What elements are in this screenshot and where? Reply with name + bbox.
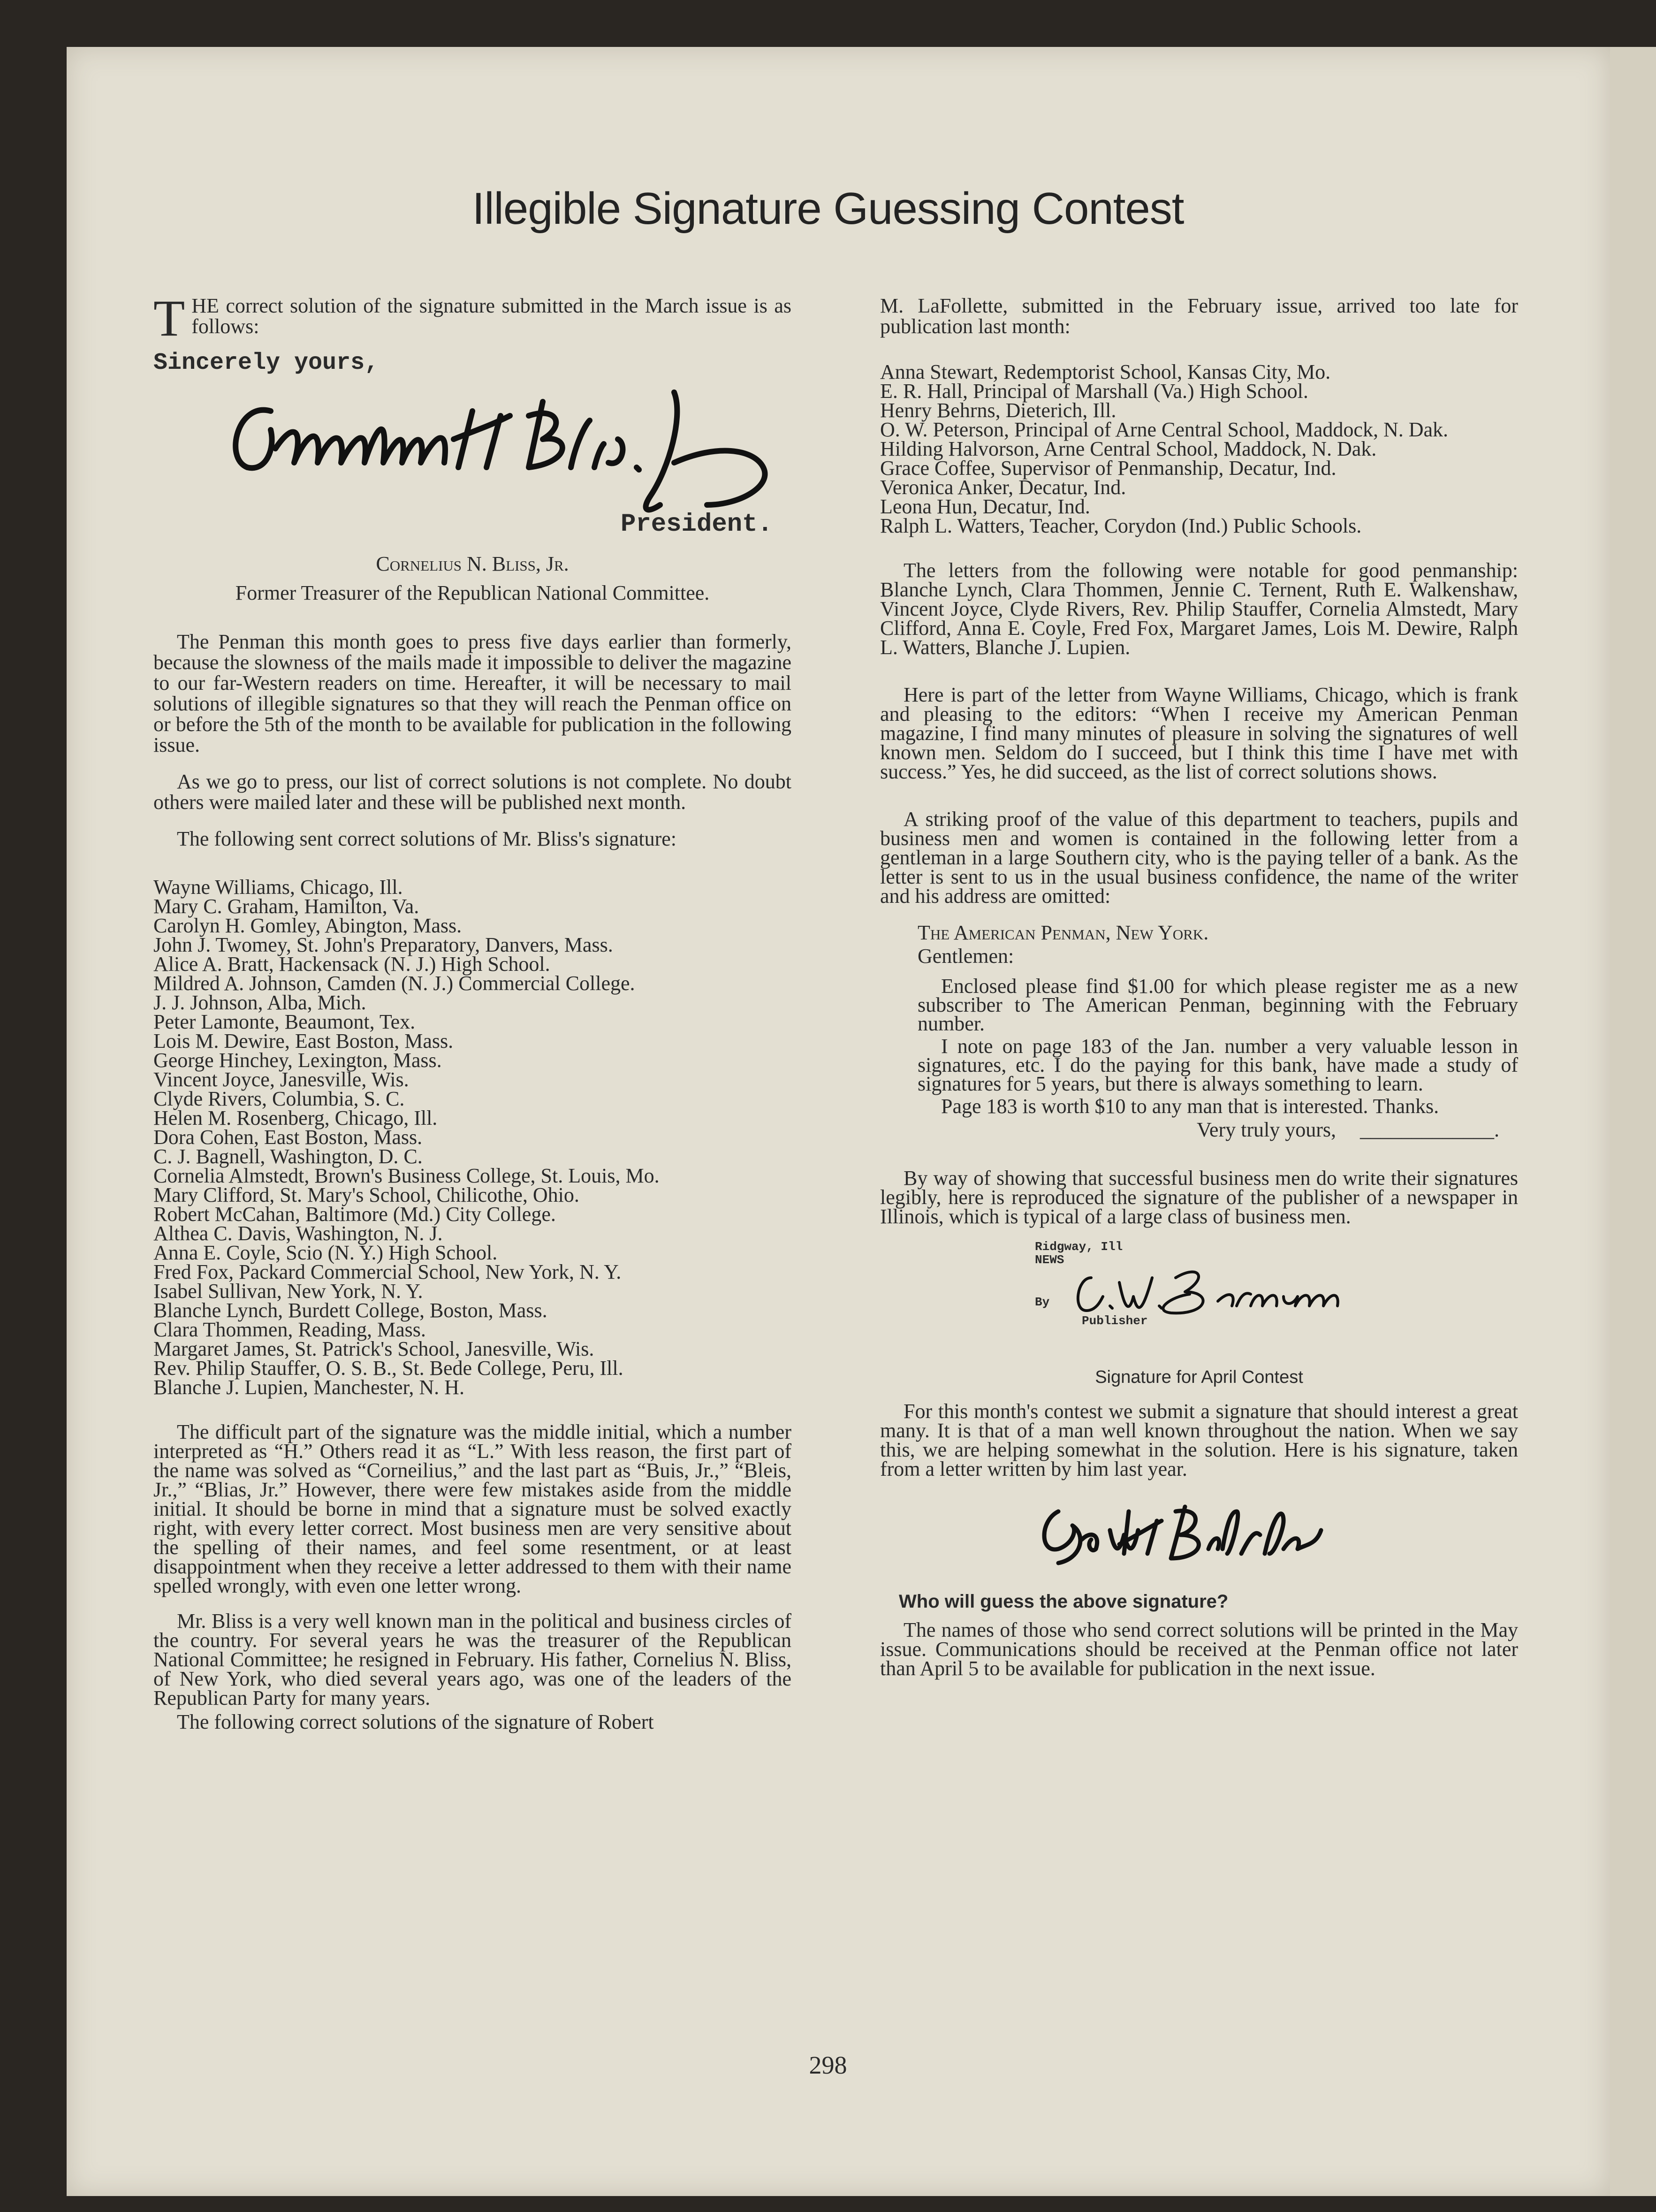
letter-paragraph: I note on page 183 of the Jan. number a very valuable lesson in signatures, etc. I do the paying for this bank, have made a study of signatures for 5 years, but there is always something to learn. xyxy=(918,1035,1518,1095)
paragraph-good-penmanship: The letters from the following were notable for good penmanship: Blanche Lynch, Clara Thommen, Jennie C. Ternent, Ruth E. Walkenshaw, Vincent Joyce, Clyde Rivers, Rev. Philip Stauffer, Cornelia Almstedt, Mary Clifford, Anna E. Coyle, Fred Fox, Margaret James, Lois M. Dewire, Ralph L. Watters, Blanche J. Lupien. xyxy=(880,559,1518,659)
list-item: Ralph L. Watters, Teacher, Corydon (Ind.) Public Schools. xyxy=(880,514,1362,537)
typed-closing: Sincerely yours, xyxy=(153,350,379,376)
list-item: Clara Thommen, Reading, Mass. xyxy=(153,1318,426,1341)
paragraph-solvers-intro: The following sent correct solutions of Mr. Bliss's signature: xyxy=(177,827,677,850)
barnum-signature-image xyxy=(1058,1245,1359,1329)
list-item: Henry Behrns, Dieterich, Ill. xyxy=(880,399,1117,422)
paragraph-lafollette-late: M. LaFollette, submitted in the February issue, arrived too late for publication last month: xyxy=(880,294,1518,338)
list-item: Vincent Joyce, Janesville, Wis. xyxy=(153,1068,409,1091)
drop-cap: T xyxy=(153,290,185,347)
list-item: Isabel Sullivan, New York, N. Y. xyxy=(153,1280,423,1303)
letter-signature-blank: _____________. xyxy=(1360,1118,1499,1141)
lafollette-solvers-list xyxy=(880,362,1518,535)
list-item: Mary C. Graham, Hamilton, Va. xyxy=(153,895,419,918)
list-item: Anna E. Coyle, Scio (N. Y.) High School. xyxy=(153,1241,498,1264)
list-item: Helen M. Rosenberg, Chicago, Ill. xyxy=(153,1106,438,1129)
letter-closing: Very truly yours, _____________. xyxy=(1197,1118,1499,1141)
letter-salutation: Gentlemen: xyxy=(918,945,1014,968)
signature-role: President. xyxy=(620,510,773,539)
question-heading: Who will guess the above signature? xyxy=(899,1591,1229,1612)
list-item: O. W. Peterson, Principal of Arne Central School, Maddock, N. Dak. xyxy=(880,418,1449,441)
list-item: Blanche Lynch, Burdett College, Boston, Mass. xyxy=(153,1299,547,1322)
paragraph-lafollette-intro: The following correct solutions of the signature of Robert xyxy=(177,1710,654,1733)
list-item: Veronica Anker, Decatur, Ind. xyxy=(880,476,1126,499)
bank-teller-letter xyxy=(880,923,1518,1140)
stamp-place: Ridgway, Ill xyxy=(1035,1240,1123,1254)
letter-paragraph: Page 183 is worth $10 to any man that is interested. Thanks. xyxy=(941,1095,1439,1118)
list-item: Blanche J. Lupien, Manchester, N. H. xyxy=(153,1376,464,1399)
letter-paragraph: Enclosed please find $1.00 for which please register me as a new subscriber to The American Penman, beginning with the February number. xyxy=(918,975,1518,1035)
paragraph-press-schedule: The Penman this month goes to press five days earlier than formerly, because the slowness of the mails made it impossible to deliver the magazine to our far-Western readers on time. Hereafter, it will be necessary to mail solutions of illegible signatures so that they will reach the Penman office on or before the 5th of the month to be available for publication in the following issue. xyxy=(153,630,791,756)
paragraph-legible-signatures: By way of showing that successful business men do write their signatures legibly, here is reproduced the signature of the publisher of a newspaper in Illinois, which is typical of a large class of business men. xyxy=(880,1167,1518,1228)
paragraph-submission-deadline: The names of those who send correct solutions will be printed in the May issue. Communications should be received at the Penman office not later than April 5 to be available for publication in the next issue. xyxy=(880,1618,1518,1680)
list-item: Lois M. Dewire, East Boston, Mass. xyxy=(153,1030,454,1053)
right-column xyxy=(880,296,1518,1694)
list-item: Rev. Philip Stauffer, O. S. B., St. Bede College, Peru, Ill. xyxy=(153,1357,623,1380)
bliss-solvers-list xyxy=(153,877,791,1397)
list-item: Grace Coffee, Supervisor of Penmanship, Decatur, Ind. xyxy=(880,457,1337,480)
barnum-signature-block xyxy=(1035,1236,1518,1353)
list-item: Peter Lamonte, Beaumont, Tex. xyxy=(153,1010,416,1033)
article-title: Illegible Signature Guessing Contest xyxy=(472,183,1184,234)
list-item: Hilding Halvorson, Arne Central School, Maddock, N. Dak. xyxy=(880,437,1377,460)
list-item: Margaret James, St. Patrick's School, Janesville, Wis. xyxy=(153,1337,594,1360)
bliss-signature-image xyxy=(153,374,791,519)
list-item: Leona Hun, Decatur, Ind. xyxy=(880,495,1090,518)
list-item: Althea C. Davis, Washington, N. J. xyxy=(153,1222,443,1245)
paragraph-april-contest: For this month's contest we submit a signature that should interest a great many. It is that of a man well known throughout the nation. When we say this, we are helping somewhat in the solution. Here is his signature, taken from a letter written by him last year. xyxy=(880,1400,1518,1480)
stamp-publisher: Publisher xyxy=(1082,1314,1148,1328)
paragraph-wayne-williams-letter: Here is part of the letter from Wayne Williams, Chicago, which is frank and pleasing to the editors: “When I receive my American Penman magazine, I find many minutes of pleasure in solving the signatures of well known men. Seldom do I succeed, but I think this time I have met with success.” Yes, he did succeed, as the list of correct solutions shows. xyxy=(880,683,1518,783)
list-item: Mildred A. Johnson, Camden (N. J.) Commercial College. xyxy=(153,972,635,995)
paragraph-incomplete-list: As we go to press, our list of correct solutions is not complete. No doubt others were mailed later and these will be published next month. xyxy=(153,770,791,814)
list-item: Dora Cohen, East Boston, Mass. xyxy=(153,1126,423,1149)
letter-address: The American Penman, New York. xyxy=(918,921,1209,944)
paragraph-striking-proof: A striking proof of the value of this department to teachers, pupils and business men and women is contained in the following letter from a gentleman in a large Southern city, who is the paying teller of a bank. As the letter is sent to us in the usual business confidence, the name of the writer and his address are omitted: xyxy=(880,808,1518,908)
paragraph-about-bliss: Mr. Bliss is a very well known man in the political and business circles of the country. For several years he was the treasurer of the Republican National Committee; he resigned in February. His father, Cornelius N. Bliss, of New York, who died several years ago, was one of the leaders of the Republican Party for many years. xyxy=(153,1609,791,1709)
intro-paragraph: THE correct solution of the signature submitted in the March issue is as follows: xyxy=(153,290,791,347)
list-item: C. J. Bagnell, Washington, D. C. xyxy=(153,1145,423,1168)
adjacent-page-edge xyxy=(1610,47,1656,2196)
signer-title: Former Treasurer of the Republican National Committee. xyxy=(235,581,710,604)
list-item: Anna Stewart, Redemptorist School, Kansas City, Mo. xyxy=(880,360,1331,383)
april-mystery-signature-image xyxy=(1030,1483,1359,1577)
list-item: George Hinchey, Lexington, Mass. xyxy=(153,1049,442,1072)
paragraph-middle-initial: The difficult part of the signature was the middle initial, which a number interpreted as “H.” Others read it as “L.” With less reason, the first part of the name was solved as “Corneilius,” and the last part as “Buis, Jr.,” “Bleis, Jr.,” “Blias, Jr.” However, there were few mistakes aside from the middle initial. It should be borne in mind that a signature must be solved exactly right, with every letter correct. Most business men are very sensitive about the spelling of their names, and feel some resentment, or at least disappointment when they receive a letter addressed to them with their name spelled wrongly, with even one letter wrong. xyxy=(153,1420,791,1597)
list-item: Clyde Rivers, Columbia, S. C. xyxy=(153,1087,405,1110)
left-column xyxy=(153,290,791,1747)
list-item: E. R. Hall, Principal of Marshall (Va.) High School. xyxy=(880,380,1308,403)
list-item: John J. Twomey, St. John's Preparatory, Danvers, Mass. xyxy=(153,933,613,956)
signer-name: Cornelius N. Bliss, Jr. xyxy=(376,552,569,575)
list-item: J. J. Johnson, Alba, Mich. xyxy=(153,991,366,1014)
april-contest-caption: Signature for April Contest xyxy=(1095,1367,1303,1387)
list-item: Mary Clifford, St. Mary's School, Chilicothe, Ohio. xyxy=(153,1183,579,1206)
list-item: Fred Fox, Packard Commercial School, New York, N. Y. xyxy=(153,1260,622,1283)
list-item: Robert McCahan, Baltimore (Md.) City College. xyxy=(153,1203,556,1226)
stamp-newspaper: NEWS xyxy=(1035,1253,1064,1267)
list-item: Alice A. Bratt, Hackensack (N. J.) High School. xyxy=(153,953,550,976)
list-item: Cornelia Almstedt, Brown's Business College, St. Louis, Mo. xyxy=(153,1164,660,1187)
page-number: 298 xyxy=(809,2051,847,2079)
list-item: Wayne Williams, Chicago, Ill. xyxy=(153,876,403,899)
stamp-by: By xyxy=(1035,1295,1050,1309)
list-item: Carolyn H. Gomley, Abington, Mass. xyxy=(153,914,462,937)
